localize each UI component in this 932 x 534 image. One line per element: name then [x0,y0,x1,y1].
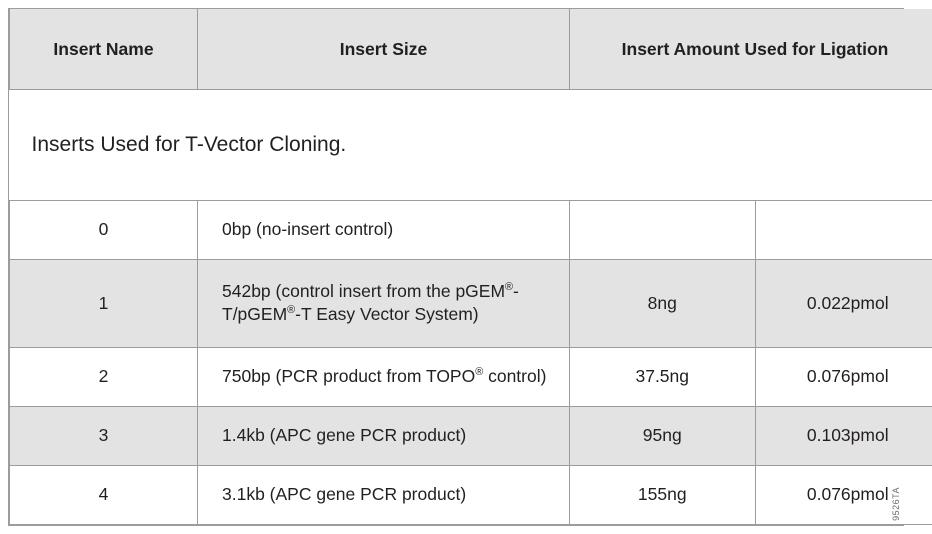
table-caption-row [10,90,932,201]
cell-insert-size: 542bp (control insert from the pGEM®-T/pGEM®-T Easy Vector System) [198,259,570,347]
cell-insert-name: 4 [10,465,198,524]
insert-table-container [8,8,904,526]
cell-insert-amount-ng: 8ng [570,259,756,347]
cell-insert-name: 2 [10,347,198,406]
cell-insert-amount-pmol: 0.103pmol [755,406,932,465]
cell-insert-amount-ng: 155ng [570,465,756,524]
column-header-insert-size: Insert Size [198,9,570,90]
cell-insert-amount-ng [570,200,756,259]
cell-insert-amount-ng: 95ng [570,406,756,465]
table-header [10,9,932,90]
table-row [10,465,932,524]
cell-insert-amount-pmol: 0.076pmol [755,347,932,406]
table-body [10,200,932,524]
figure-code: 9526TA [891,487,901,521]
table-row [10,200,932,259]
table-row [10,259,932,347]
cell-insert-amount-pmol: 0.022pmol [755,259,932,347]
cell-insert-size: 3.1kb (APC gene PCR product) [198,465,570,524]
cell-insert-name: 1 [10,259,198,347]
cell-insert-size: 0bp (no-insert control) [198,200,570,259]
column-header-insert-amount: Insert Amount Used for Ligation [570,9,932,90]
cell-insert-amount-pmol: 0.076pmol [755,465,932,524]
header-row [10,9,932,90]
cell-insert-size: 1.4kb (APC gene PCR product) [198,406,570,465]
inserts-used-table [9,9,932,525]
table-row [10,347,932,406]
cell-insert-name: 0 [10,200,198,259]
table-row [10,406,932,465]
table-caption: Inserts Used for T-Vector Cloning. [10,90,932,201]
cell-insert-amount-ng: 37.5ng [570,347,756,406]
cell-insert-name: 3 [10,406,198,465]
cell-insert-size: 750bp (PCR product from TOPO® control) [198,347,570,406]
column-header-insert-name: Insert Name [10,9,198,90]
cell-insert-amount-pmol [755,200,932,259]
